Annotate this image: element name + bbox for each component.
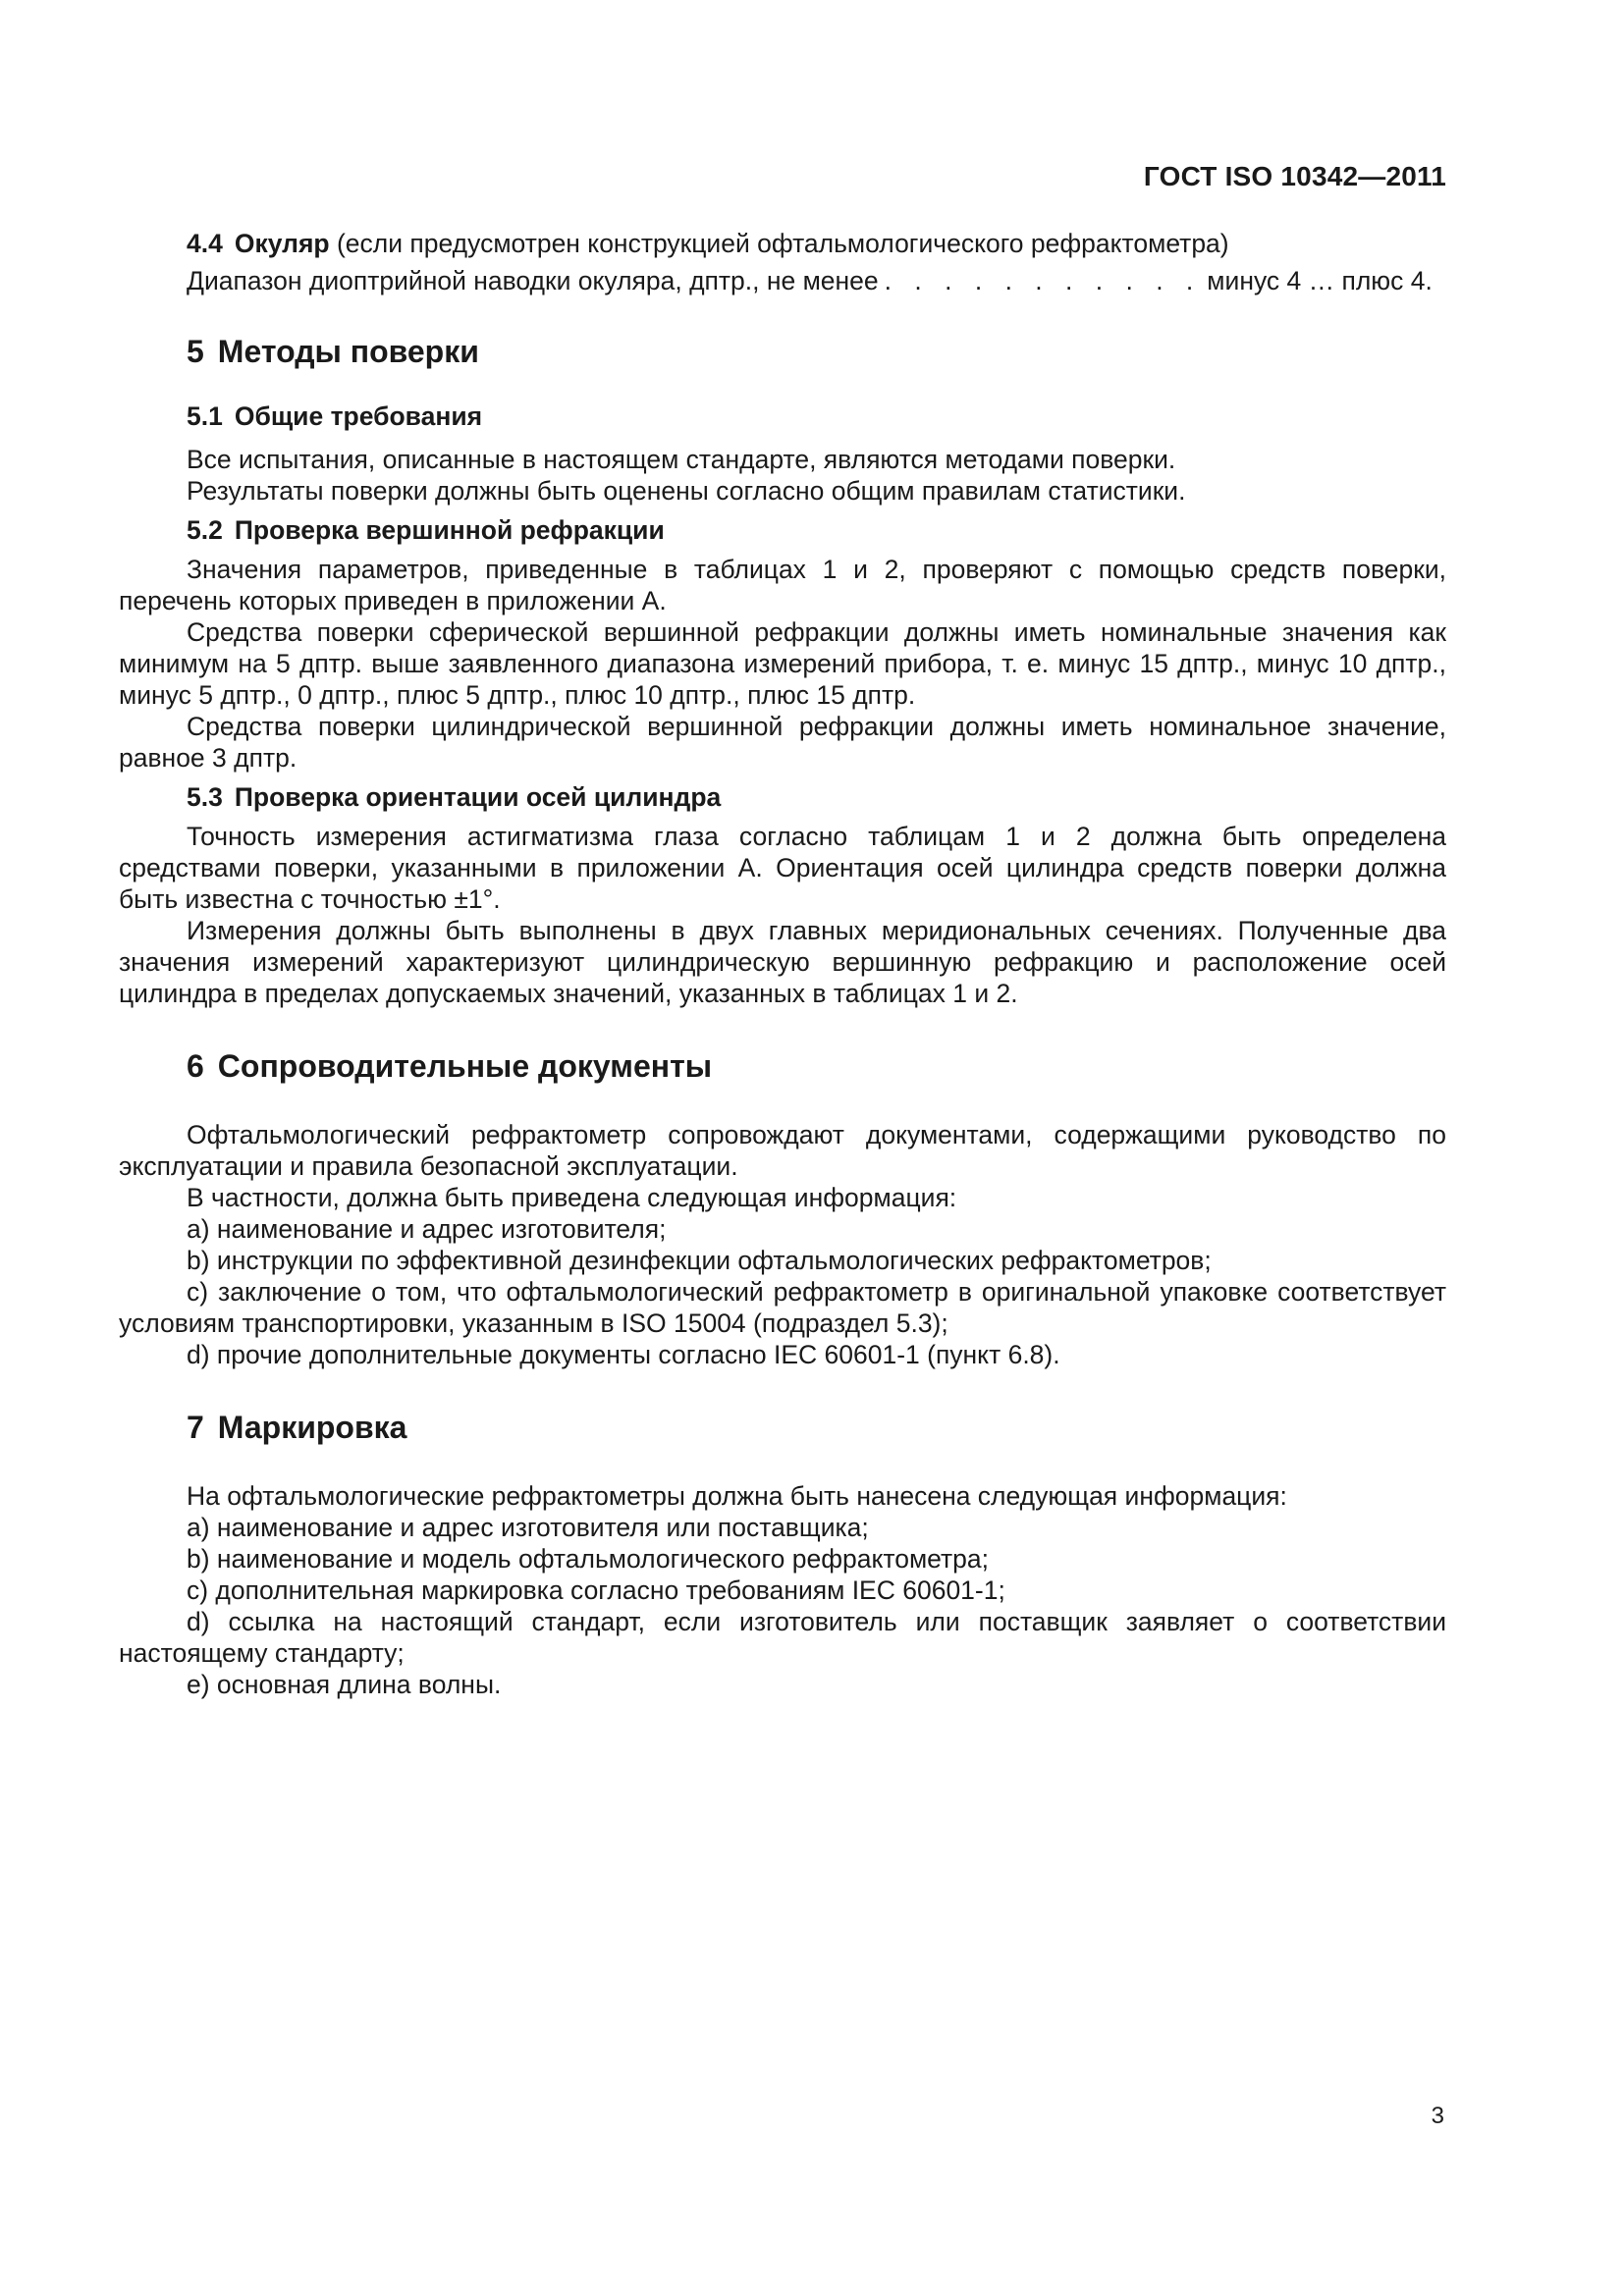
subsection-title: Общие требования: [234, 401, 483, 431]
leader-dots: . . . . . . . . . . .: [884, 266, 1202, 295]
subsection-number: 5.3: [187, 782, 223, 812]
eyepiece-range-value: минус 4 … плюс 4.: [1207, 266, 1433, 295]
subsection-number: 5.2: [187, 515, 223, 545]
list-item: a) наименование и адрес изготовителя;: [187, 1214, 667, 1244]
subsection-number: 5.1: [187, 401, 223, 431]
subsection-title: Проверка ориентации осей цилиндра: [234, 782, 722, 812]
paragraph: Все испытания, описанные в настоящем стандарте, являются методами поверки.: [187, 445, 1176, 474]
section-number: 7: [187, 1410, 204, 1445]
paragraph: Измерения должны быть выполнены в двух главных меридиональных сечениях. Полученные два значения измерений характеризуют цилиндрическую вершинную рефракцию и расположение осей цилиндра в пределах допускаемых значений, указанных в таблицах 1 и 2.: [119, 916, 1446, 1008]
subsection-4-4-heading: [119, 228, 1446, 259]
list-item: d) ссылка на настоящий стандарт, если изготовитель или поставщик заявляет о соответствии настоящему стандарту;: [119, 1607, 1446, 1668]
list-item: b) инструкции по эффективной дезинфекции офтальмологических рефрактометров;: [187, 1246, 1212, 1275]
paragraph: Точность измерения астигматизма глаза согласно таблицам 1 и 2 должна быть определена средствами поверки, указанными в приложении А. Ориентация осей цилиндра средств поверки должна быть известна с точностью ±1°.: [119, 822, 1446, 914]
section-6-heading: [119, 1046, 1446, 1086]
section-5-heading: [119, 332, 1446, 371]
paragraph: В частности, должна быть приведена следующая информация:: [187, 1183, 957, 1212]
subsection-5-2-heading: [119, 514, 1446, 546]
eyepiece-range-line: [119, 265, 1446, 296]
list-item: b) наименование и модель офтальмологического рефрактометра;: [187, 1544, 990, 1574]
section-title: Сопроводительные документы: [217, 1048, 713, 1084]
subsection-title: Окуляр: [234, 229, 330, 258]
document-code-header: ГОСТ ISO 10342—2011: [1143, 161, 1446, 191]
list-item: e) основная длина волны.: [187, 1670, 502, 1699]
paragraph: Результаты поверки должны быть оценены согласно общим правилам статистики.: [187, 476, 1186, 506]
paragraph: Офтальмологический рефрактометр сопровождают документами, содержащими руководство по эксплуатации и правила безопасной эксплуатации.: [119, 1120, 1446, 1181]
list-item: c) дополнительная маркировка согласно требованиям IEC 60601-1;: [187, 1575, 1005, 1605]
document-body: [119, 228, 1446, 1700]
paragraph: Средства поверки сферической вершинной рефракции должны иметь номинальные значения как минимум на 5 дптр. выше заявленного диапазона измерений прибора, т. е. минус 15 дптр., минус 10 дптр., минус 5 дптр., 0 дптр., плюс 5 дптр., плюс 10 дптр., плюс 15 дптр.: [119, 617, 1446, 710]
subsection-title: Проверка вершинной рефракции: [234, 515, 665, 545]
subsection-number: 4.4: [187, 229, 223, 258]
list-item: c) заключение о том, что офтальмологический рефрактометр в оригинальной упаковке соответствует условиям транспортировки, указанным в ISO 15004 (подраздел 5.3);: [119, 1277, 1446, 1338]
list-item: a) наименование и адрес изготовителя или поставщика;: [187, 1513, 869, 1542]
paragraph: На офтальмологические рефрактометры должна быть нанесена следующая информация:: [187, 1481, 1287, 1511]
section-title: Методы поверки: [217, 334, 479, 369]
section-number: 6: [187, 1048, 204, 1084]
subsection-5-3-heading: [119, 781, 1446, 813]
section-number: 5: [187, 334, 204, 369]
subsection-note: (если предусмотрен конструкцией офтальмологического рефрактометра): [336, 229, 1229, 258]
eyepiece-range-label: Диапазон диоптрийной наводки окуляра, дптр., не менее: [187, 266, 879, 295]
subsection-5-1-heading: [119, 400, 1446, 432]
page-number: 3: [1431, 2103, 1444, 2129]
section-title: Маркировка: [217, 1410, 407, 1445]
section-7-heading: [119, 1408, 1446, 1447]
paragraph: Средства поверки цилиндрической вершинной рефракции должны иметь номинальное значение, равное 3 дптр.: [119, 712, 1446, 773]
list-item: d) прочие дополнительные документы согласно IEC 60601-1 (пункт 6.8).: [187, 1340, 1060, 1369]
paragraph: Значения параметров, приведенные в таблицах 1 и 2, проверяют с помощью средств поверки, перечень которых приведен в приложении А.: [119, 555, 1446, 615]
